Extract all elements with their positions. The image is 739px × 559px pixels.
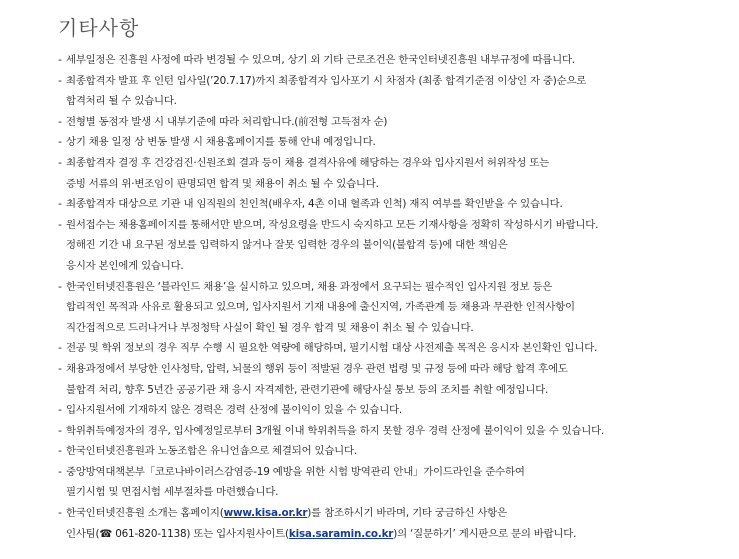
list-item-line: - 채용과정에서 부당한 인사청탁, 압력, 뇌물의 행위 등이 적발된 경우 관련 법령 및 규정 등에 따라 해당 합격 후에도 [66, 362, 568, 375]
contact-line-1 [66, 503, 738, 524]
list-item-line: - 원서접수는 채용홈페이지를 통해서만 받으며, 작성요령을 반드시 숙지하고 모든 기재사항을 정확히 작성하시기 바랍니다. [66, 218, 599, 231]
list-item-line: - 전공 및 학위 정보의 경우 직무 수행 시 필요한 역량에 해당하며, 필기시험 대상 사전제출 목적은 응시자 본인확인 입니다. [66, 342, 598, 355]
list-item [58, 421, 738, 442]
list-item-line: 불합격 처리, 향후 5년간 공공기관 채 응시 자격제한, 관련기관에 해당사실 통보 등의 조치를 취할 예정입니다. [66, 383, 549, 396]
list-item-line: - 중앙방역대책본부「코로나바이러스감염증-19 예방을 위한 시험 방역관리 안내」가이드라인을 준수하여 [66, 465, 525, 478]
list-item-line: 정해진 기간 내 요구된 정보를 입력하지 않거나 잘못 입력한 경우의 불이익(불합격 등)에 대한 책임은 [66, 239, 508, 252]
list-item-line: - 전형별 동점자 발생 시 내부기준에 따라 처리합니다.(前전형 고득점자 순) [66, 115, 388, 128]
list-item-line: - 학위취득예정자의 경우, 입사예정일로부터 3개월 이내 학위취득을 하지 못할 경우 경력 산정에 불이익이 있을 수 있습니다. [66, 424, 605, 437]
application-site-link[interactable]: kisa.saramin.co.kr [288, 527, 394, 540]
list-item-line: - 세부일정은 진흥원 사정에 따라 변경될 수 있으며, 상기 외 기타 근로조건은 한국인터넷진흥원 내부규정에 따릅니다. [66, 54, 575, 66]
list-item-line: - 상기 채용 일정 상 변동 발생 시 채용홈페이지를 통해 안내 예정입니다. [66, 136, 376, 149]
list-item [58, 71, 738, 112]
notice-items [58, 50, 738, 503]
list-item-line: - 최종합격자 발표 후 인턴 입사일(’20.7.17)까지 최종합격자 입사포기 시 차점자 (최종 합격기준점 이상인 자 중)순으로 [66, 74, 587, 87]
list-item [58, 277, 738, 339]
list-item-line: - 최종합격자 결정 후 건강검진·신원조회 결과 등이 채용 결격사유에 해당하는 경우와 입사지원서 허위작성 또는 [66, 156, 550, 169]
list-item-line: 필기시험 및 면접시험 세부절차를 마련했습니다. [66, 486, 279, 499]
contact-line-2-prefix: 인사팀(☎ 061-820-1138) 또는 입사지원사이트( [66, 527, 289, 540]
contact-line-2 [66, 524, 738, 545]
list-item [58, 359, 738, 400]
list-item-line: - 한국인터넷진흥원과 노동조합은 유니언숍으로 체결되어 있습니다. [66, 445, 357, 458]
list-item [58, 441, 738, 462]
list-item [58, 112, 738, 133]
list-item [58, 215, 738, 277]
list-item [58, 50, 738, 71]
notice-list [58, 50, 738, 544]
section-title: 기타사항 [58, 16, 140, 40]
list-item [58, 338, 738, 359]
contact-line-1-suffix: )를 참조하시기 바라며, 기타 궁금하신 사항은 [307, 507, 507, 520]
list-item-line: 합격처리 될 수 있습니다. [66, 95, 177, 108]
contact-line-1-prefix: 한국인터넷진흥원 소개는 홈페이지( [66, 507, 224, 520]
list-item-line: 응시자 본인에게 있습니다. [66, 259, 184, 272]
list-item-contact [58, 503, 738, 544]
list-item [58, 153, 738, 194]
contact-line-2-suffix: )의 ‘질문하기’ 게시판으로 문의 바랍니다. [393, 527, 577, 540]
list-item-line: - 한국인터넷진흥원은 ‘블라인드 채용’을 실시하고 있으며, 채용 과정에서 요구되는 필수적인 입사지원 정보 등은 [66, 280, 553, 293]
list-item-line: 직간접적으로 드러나거나 부정청탁 사실이 확인 될 경우 합격 및 채용이 취소 될 수 있습니다. [66, 321, 474, 334]
list-item-line: 증빙 서류의 위·변조임이 판명되면 합격 및 채용이 취소 될 수 있습니다. [66, 177, 379, 190]
list-item [58, 132, 738, 153]
list-item-line: - 입사지원서에 기재하지 않은 경력은 경력 산정에 불이익이 있을 수 있습니다. [66, 404, 402, 417]
list-item-line: 합리적인 목적과 사유로 활용되고 있으며, 입사지원서 기재 내용에 출신지역, 가족관계 등 채용과 무관한 인적사항이 [66, 301, 575, 314]
list-item [58, 400, 738, 421]
list-item [58, 462, 738, 503]
homepage-link[interactable]: www.kisa.or.kr [223, 507, 308, 520]
list-item [58, 194, 738, 215]
list-item-line: - 최종합격자 대상으로 기관 내 임직원의 친인척(배우자, 4촌 이내 혈족과 인척) 재직 여부를 확인받을 수 있습니다. [66, 198, 563, 211]
